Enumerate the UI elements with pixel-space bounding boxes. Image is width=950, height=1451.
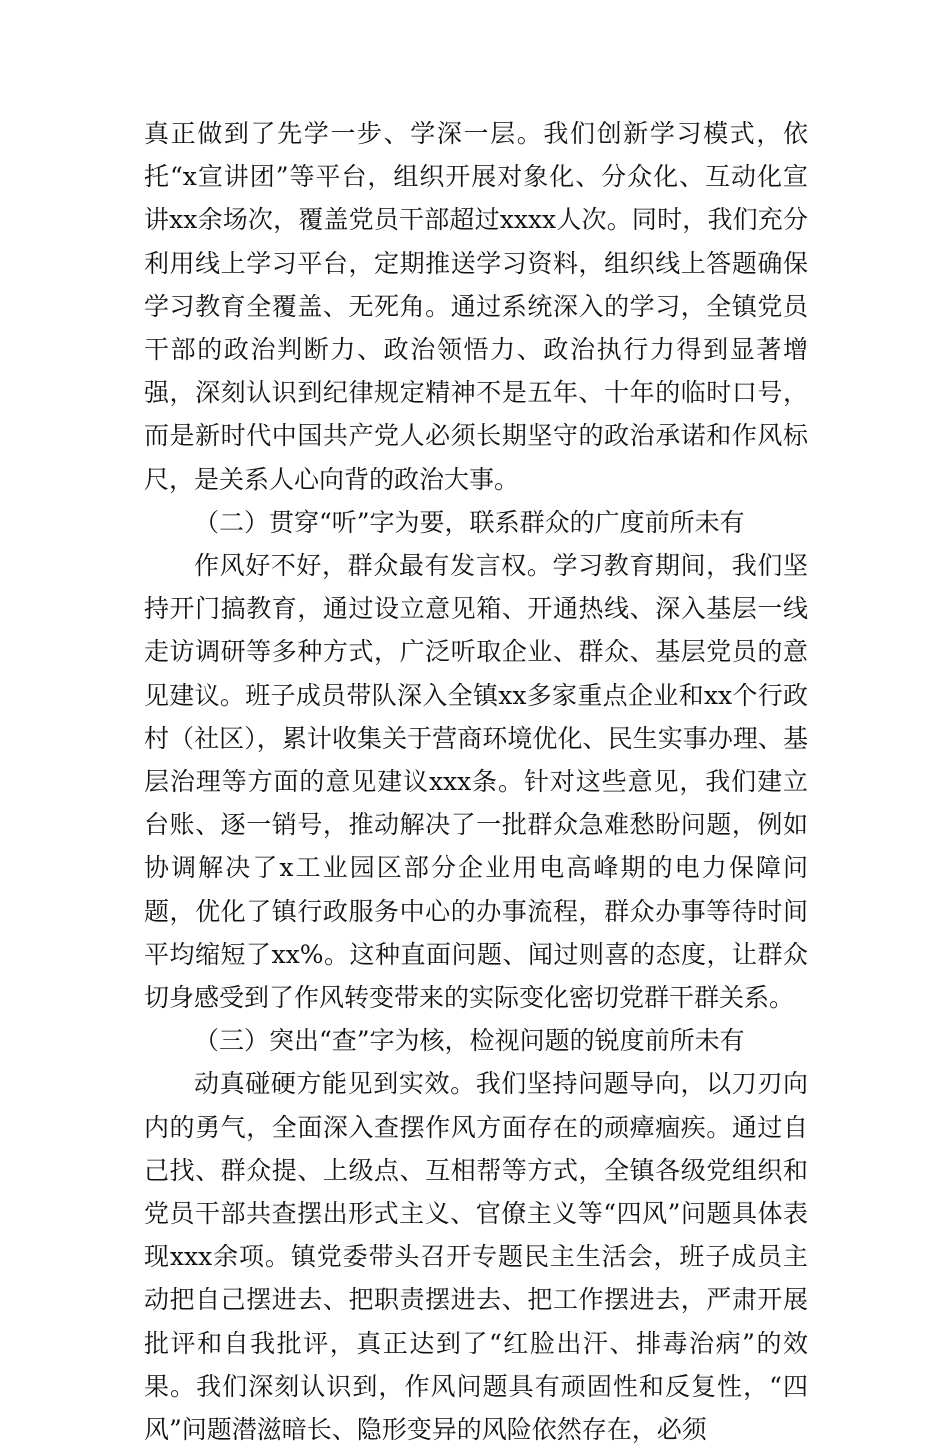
body-paragraph-2: 作风好不好，群众最有发言权。学习教育期间，我们坚持开门搞教育，通过设立意见箱、开通热线、深入基层一线走访调研等多种方式，广泛听取企业、群众、基层党员的意见建议。班子成员带队深入全镇xx多家重点企业和xx个行政村（社区），累计收集关于营商环境优化、民生实事办理、基层治理等方面的意见建议xxx条。针对这些意见，我们建立台账、逐一销号，推动解决了一批群众急难愁盼问题，例如协调解决了x工业园区部分企业用电高峰期的电力保障问题，优化了镇行政服务中心的办事流程，群众办事等待时间平均缩短了xx%。这种直面问题、闻过则喜的态度，让群众切身感受到了作风转变带来的实际变化密切党群干群关系。 [144, 551, 808, 1013]
section-heading-2: （二）贯穿“听”字为要，联系群众的广度前所未有 [194, 507, 745, 537]
document-body [144, 112, 808, 1451]
body-paragraph-3: 动真碰硬方能见到实效。我们坚持问题导向，以刀刃向内的勇气，全面深入查摆作风方面存在的顽瘴痼疾。通过自己找、群众提、上级点、互相帮等方式，全镇各级党组织和党员干部共查摆出形式主义、官僚主义等“四风”问题具体表现xxx余项。镇党委带头召开专题民主生活会，班子成员主动把自己摆进去、把职责摆进去、把工作摆进去，严肃开展批评和自我批评，真正达到了“红脸出汗、排毒治病”的效果。我们深刻认识到，作风问题具有顽固性和反复性，“四风”问题潜滋暗长、隐形变异的风险依然存在，必须 [144, 1069, 808, 1445]
section-heading-3: （三）突出“查”字为核，检视问题的锐度前所未有 [194, 1026, 745, 1056]
body-paragraph-1: 真正做到了先学一步、学深一层。我们创新学习模式，依托“x宣讲团”等平台，组织开展对象化、分众化、互动化宣讲xx余场次，覆盖党员干部超过xxxx人次。同时，我们充分利用线上学习平台，定期推送学习资料，组织线上答题确保学习教育全覆盖、无死角。通过系统深入的学习，全镇党员干部的政治判断力、政治领悟力、政治执行力得到显著增强，深刻认识到纪律规定精神不是五年、十年的临时口号，而是新时代中国共产党人必须长期坚守的政治承诺和作风标尺，是关系人心向背的政治大事。 [144, 119, 808, 494]
